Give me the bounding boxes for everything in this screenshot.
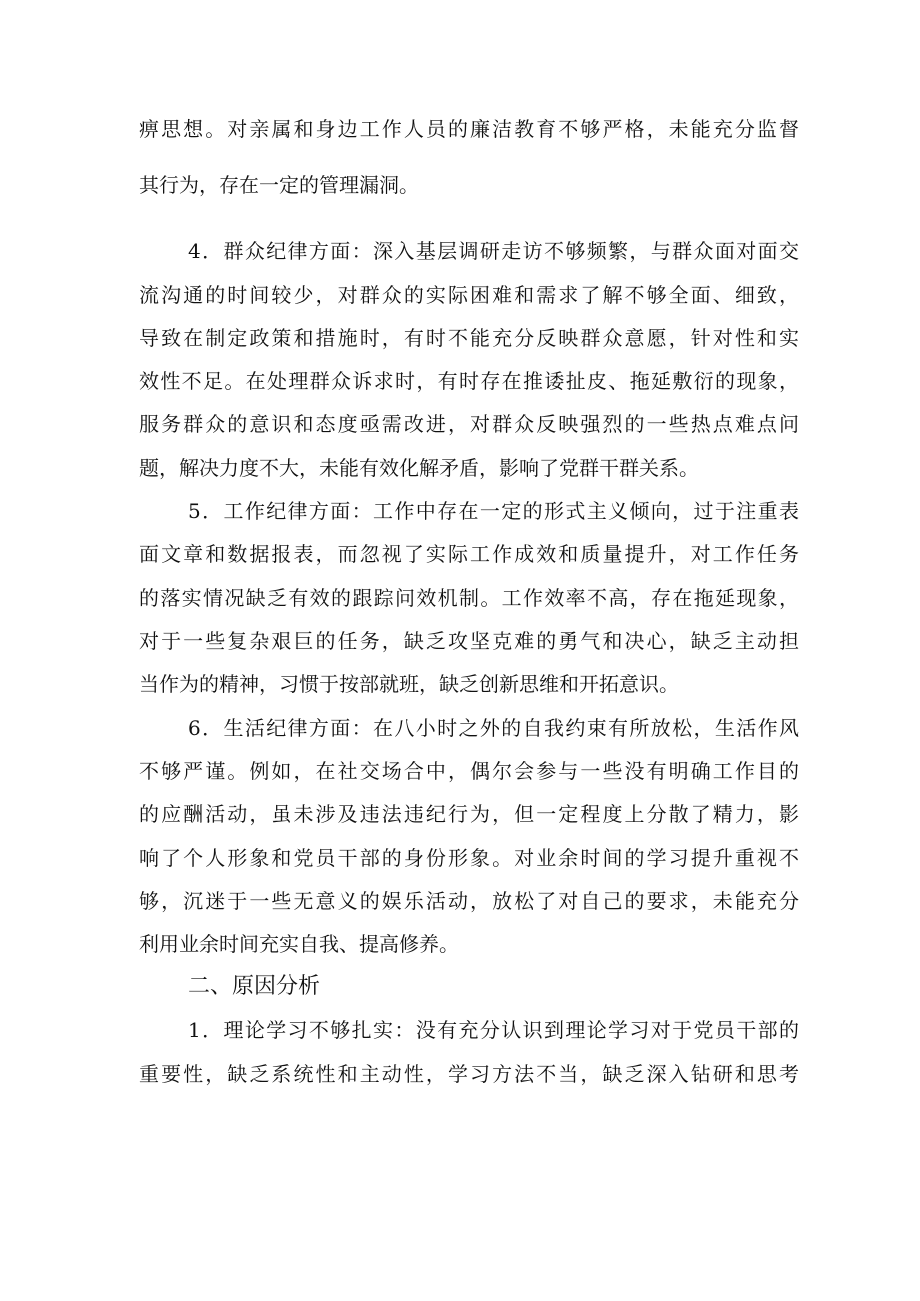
text-line: 服务群众的意识和态度亟需改进，对群众反映强烈的一些热点难点问: [139, 412, 799, 436]
text-line: 不够严谨。例如，在社交场合中，偶尔会参与一些没有明确工作目的: [139, 759, 799, 783]
reason-1-first-line: 1．理论学习不够扎实：没有充分认识到理论学习对于党员干部的: [188, 1018, 799, 1042]
item-5-first-line: 5．工作纪律方面：工作中存在一定的形式主义倾向，过于注重表: [188, 499, 799, 523]
text-line: 重要性，缺乏系统性和主动性，学习方法不当，缺乏深入钻研和思考: [139, 1062, 799, 1086]
text-line: 的应酬活动，虽未涉及违法违纪行为，但一定程度上分散了精力，影: [139, 802, 799, 826]
text-line: 痹思想。对亲属和身边工作人员的廉洁教育不够严格，未能充分监督: [139, 117, 799, 141]
text-line: 够，沉迷于一些无意义的娱乐活动，放松了对自己的要求，未能充分: [139, 889, 799, 913]
text-line: 利用业余时间充实自我、提高修养。: [139, 932, 459, 956]
text-line: 其行为，存在一定的管理漏洞。: [139, 173, 419, 197]
text-line: 题，解决力度不大，未能有效化解矛盾，影响了党群干群关系。: [139, 456, 699, 480]
text-line: 流沟通的时间较少，对群众的实际困难和需求了解不够全面、细致，: [139, 283, 799, 307]
text-line: 效性不足。在处理群众诉求时，有时存在推诿扯皮、拖延敷衍的现象，: [139, 369, 799, 393]
item-4-first-line: 4．群众纪律方面：深入基层调研走访不够频繁，与群众面对面交: [188, 239, 799, 263]
text-line: 的落实情况缺乏有效的跟踪问效机制。工作效率不高，存在拖延现象，: [139, 586, 799, 610]
text-line: 响了个人形象和党员干部的身份形象。对业余时间的学习提升重视不: [139, 846, 799, 870]
text-line: 导致在制定政策和措施时，有时不能充分反映群众意愿，针对性和实: [139, 326, 799, 350]
section-heading: 二、原因分析: [188, 974, 321, 999]
text-line: 当作为的精神，习惯于按部就班，缺乏创新思维和开拓意识。: [139, 672, 679, 696]
text-line: 面文章和数据报表，而忽视了实际工作成效和质量提升，对工作任务: [139, 542, 799, 566]
text-line: 对于一些复杂艰巨的任务，缺乏攻坚克难的勇气和决心，缺乏主动担: [139, 629, 799, 653]
item-6-first-line: 6．生活纪律方面：在八小时之外的自我约束有所放松，生活作风: [188, 716, 799, 740]
